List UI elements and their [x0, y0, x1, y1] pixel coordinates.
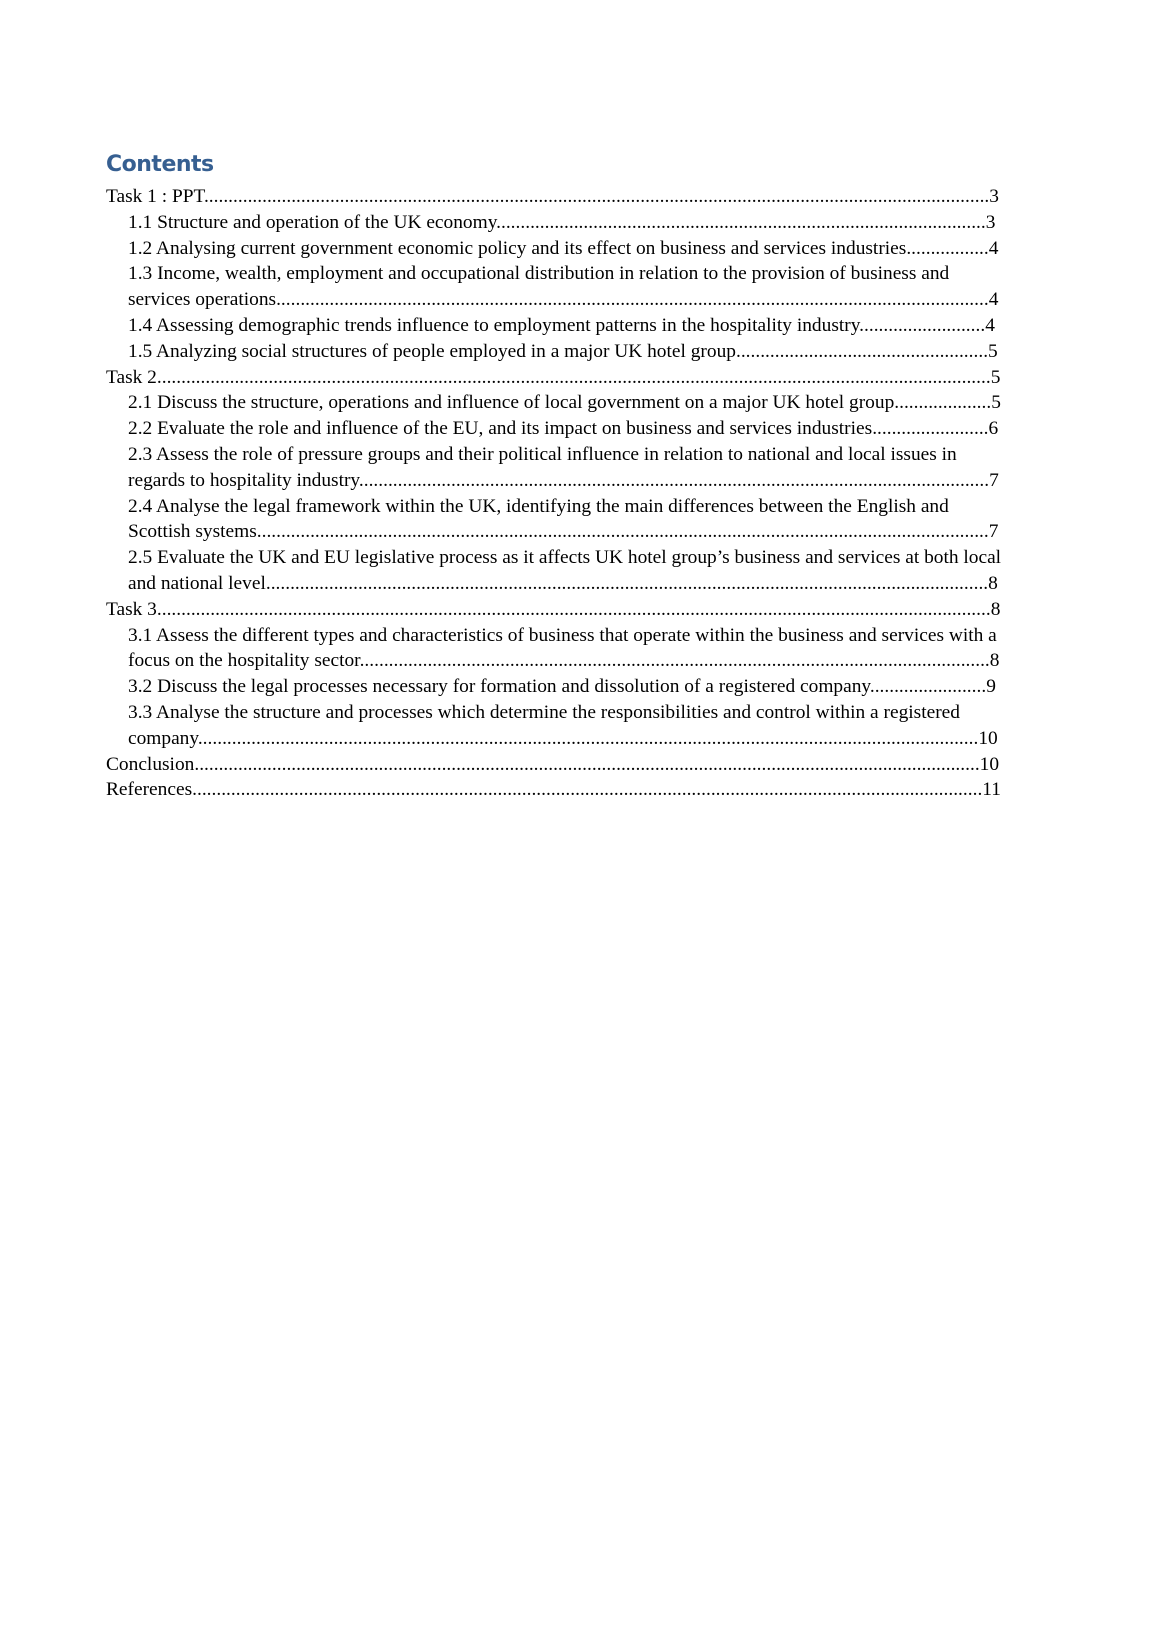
toc-entry-title: 2.2 Evaluate the role and influence of the EU, and its impact on business and services industries [128, 418, 873, 440]
toc-entry-title: 1.1 Structure and operation of the UK economy [128, 211, 497, 233]
toc-entry-title: 2.4 Analyse the legal framework within the UK, identifying the main differences between the English and Scottish systems [128, 495, 949, 543]
toc-entry[interactable] [106, 494, 1003, 546]
toc-entry-page-number: 10 [979, 753, 1000, 775]
toc-entry-title: 2.1 Discuss the structure, operations and influence of local government on a major UK hotel group [128, 392, 895, 414]
toc-entry-page-number: 4 [988, 289, 999, 311]
toc-entry[interactable] [106, 674, 1003, 700]
toc-entry-title: Conclusion [106, 753, 195, 775]
toc-entry[interactable] [106, 184, 1003, 210]
dot-leader: ..................................................................................................... [496, 211, 986, 233]
toc-entry-title: 2.3 Assess the role of pressure groups and their political influence in relation to national and local issues in regards to hospitality industry [128, 443, 957, 491]
dot-leader: .................................................... [735, 340, 989, 362]
toc-entry[interactable] [106, 365, 1003, 391]
toc-entry-title: 2.5 Evaluate the UK and EU legislative process as it affects UK hotel group’s business and services at both local and national level [128, 547, 1002, 594]
toc-entry-page-number: 7 [988, 521, 999, 543]
dot-leader: ....................................................................................................................................................... [256, 521, 989, 543]
toc-entry-page-number: 4 [988, 237, 999, 259]
toc-entry-title: Task 1 : PPT [106, 186, 204, 207]
toc-heading: Contents [106, 152, 214, 177]
toc-entry-page-number: 9 [986, 676, 996, 698]
dot-leader: ................................................................................................................................................................... [192, 779, 983, 801]
toc-entry-page-number: 5 [990, 366, 1001, 388]
toc-entry-page-number: 10 [978, 727, 998, 749]
toc-entry-page-number: 4 [985, 314, 995, 336]
dot-leader: .................................................................................................................................................................. [194, 753, 980, 775]
toc-entry-page-number: 8 [989, 650, 1000, 672]
toc-entry[interactable] [106, 416, 1003, 442]
toc-entry[interactable] [106, 261, 1003, 313]
document-page [106, 150, 1003, 803]
dot-leader: ........................ [869, 676, 987, 698]
toc-entry[interactable] [106, 339, 1003, 365]
toc-entry-page-number: 5 [991, 392, 1001, 414]
toc-entry-page-number: 3 [989, 186, 999, 207]
toc-entry-title: Task 3 [106, 598, 157, 620]
toc-entry[interactable] [106, 390, 1003, 416]
dot-leader: ................................................................................................................................................... [276, 289, 989, 311]
dot-leader: .................................................................................................................................. [358, 469, 990, 491]
toc-entry-page-number: 8 [990, 598, 1001, 620]
toc-entry[interactable] [106, 313, 1003, 339]
toc-entry-title: 3.3 Analyse the structure and processes which determine the responsibilities and control within a registered company [128, 701, 960, 749]
toc-entry[interactable] [106, 623, 1003, 675]
toc-entry-title: Task 2 [106, 366, 157, 388]
toc-entry[interactable] [106, 777, 1003, 803]
dot-leader: ............................................................................................................................................................................ [156, 598, 991, 620]
toc-entry[interactable] [106, 752, 1003, 778]
toc-entry[interactable] [106, 700, 1003, 752]
toc-entry[interactable] [106, 442, 1003, 494]
toc-entry-title: 1.5 Analyzing social structures of people employed in a major UK hotel group [128, 340, 736, 362]
toc-entry-title: 3.2 Discuss the legal processes necessary for formation and dissolution of a registered company [128, 676, 870, 698]
dot-leader: ................................................................................................................................................................. [197, 727, 979, 749]
dot-leader: ................. [906, 237, 989, 259]
toc-entry[interactable] [106, 597, 1003, 623]
toc-entry-page-number: 7 [989, 469, 999, 491]
dot-leader: .......................... [859, 314, 986, 336]
toc-entry-page-number: 5 [988, 340, 998, 362]
dot-leader: .................................................................................................................................................................. [203, 186, 990, 207]
toc-entry-title: 1.3 Income, wealth, employment and occupational distribution in relation to the provision of business and services operations [128, 263, 950, 311]
dot-leader: .................... [894, 392, 992, 414]
toc-entry[interactable] [106, 210, 1003, 236]
toc-entry[interactable] [106, 236, 1003, 262]
table-of-contents [106, 184, 1003, 803]
toc-entry-title: References [106, 779, 193, 801]
toc-entry-page-number: 11 [982, 779, 1001, 801]
dot-leader: ........................ [872, 418, 989, 440]
toc-entry-page-number: 3 [985, 211, 996, 233]
toc-entry-page-number: 6 [988, 418, 999, 440]
dot-leader: ............................................................................................................................................................................ [156, 366, 991, 388]
toc-entry-title: 1.4 Assessing demographic trends influence to employment patterns in the hospitality industry [128, 314, 860, 336]
toc-entry-title: 1.2 Analysing current government economic policy and its effect on business and services industries [128, 237, 907, 259]
toc-entry-title: 3.1 Assess the different types and characteristics of business that operate within the business and services with a focus on the hospitality sector [128, 624, 997, 672]
dot-leader: .................................................................................................................................. [359, 650, 990, 672]
toc-entry-page-number: 8 [988, 572, 998, 594]
dot-leader: ..................................................................................................................................................... [265, 572, 989, 594]
toc-entry[interactable] [106, 545, 1003, 597]
